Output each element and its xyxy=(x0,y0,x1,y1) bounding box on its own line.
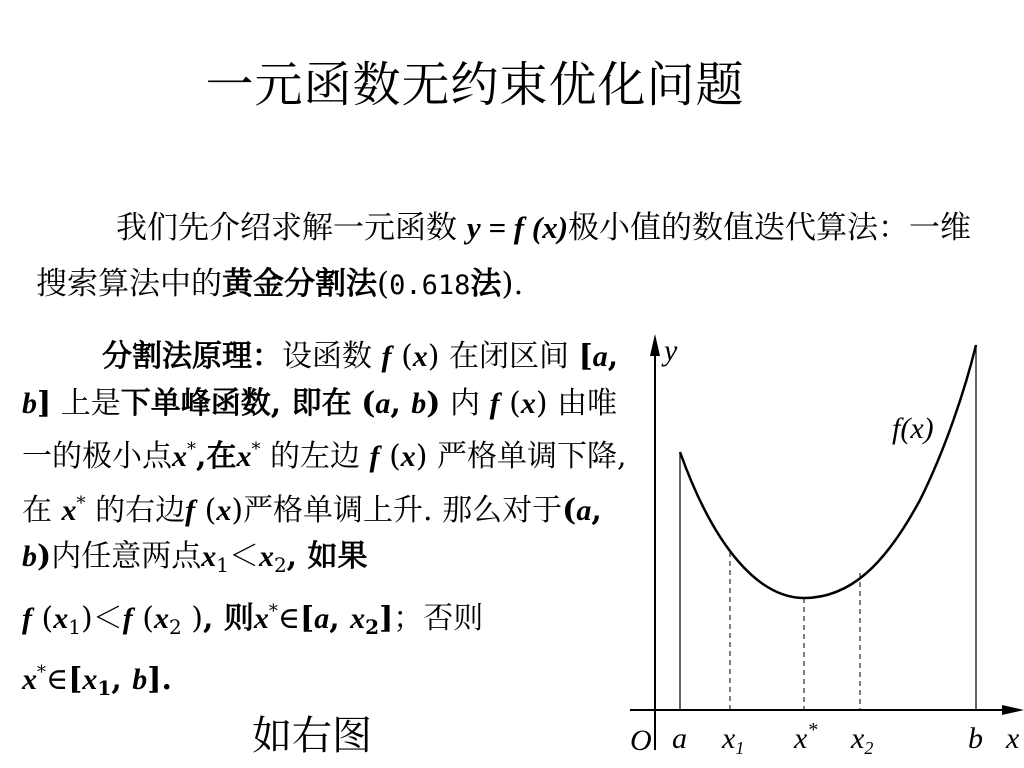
golden-section-method: 黄金分割法 xyxy=(222,266,377,302)
principle-paragraph: 分割法原理：设函数 f (x) 在闭区间 [a, b] 上是下单峰函数, 即在 (a, b) 内 f (x) 由唯一的极小点x*,在x* 的左边 f (x) 严格单调下降, 在 x* 的右边f (x)严格单调上升. 那么对于(a, b)内任意两点$x_1<x_2$, 如果 f $(x_1)<f$ ($x_2$ ), 则x*∈[a, $x_2$]；否则 $x^*\in[x_1$, b]. xyxy=(22,339,627,700)
unimodal-term: 下单峰函数 xyxy=(120,385,271,421)
page-title: 一元函数无约束优化问题 xyxy=(205,57,745,113)
x1-label: $x_1$ xyxy=(722,722,745,758)
principle-heading: 分割法原理： xyxy=(102,339,282,374)
function-formula: y = f (x) xyxy=(466,210,569,245)
figure-caption: 如右图 xyxy=(252,713,372,759)
unimodal-function-graph xyxy=(620,330,1024,768)
y-axis-arrow xyxy=(650,334,660,356)
a-label: a xyxy=(672,722,687,755)
x2-label: $x_2$ xyxy=(851,722,874,758)
function-curve xyxy=(680,345,976,598)
xstar-label: x* xyxy=(794,719,818,755)
x-axis-arrow xyxy=(1002,705,1024,715)
y-axis-label: y xyxy=(664,334,678,367)
golden-ratio-number: 0.618 xyxy=(389,270,471,301)
intro-paragraph: 我们先介绍求解一元函数 y = f (x)极小值的数值迭代算法：一维搜索算法中的黄金分割法(0.618法). xyxy=(36,210,972,302)
fx-label: f(x) xyxy=(892,412,934,445)
x-axis-label: x xyxy=(1006,722,1020,755)
origin-label: O xyxy=(630,724,652,757)
b-label: b xyxy=(968,722,983,755)
